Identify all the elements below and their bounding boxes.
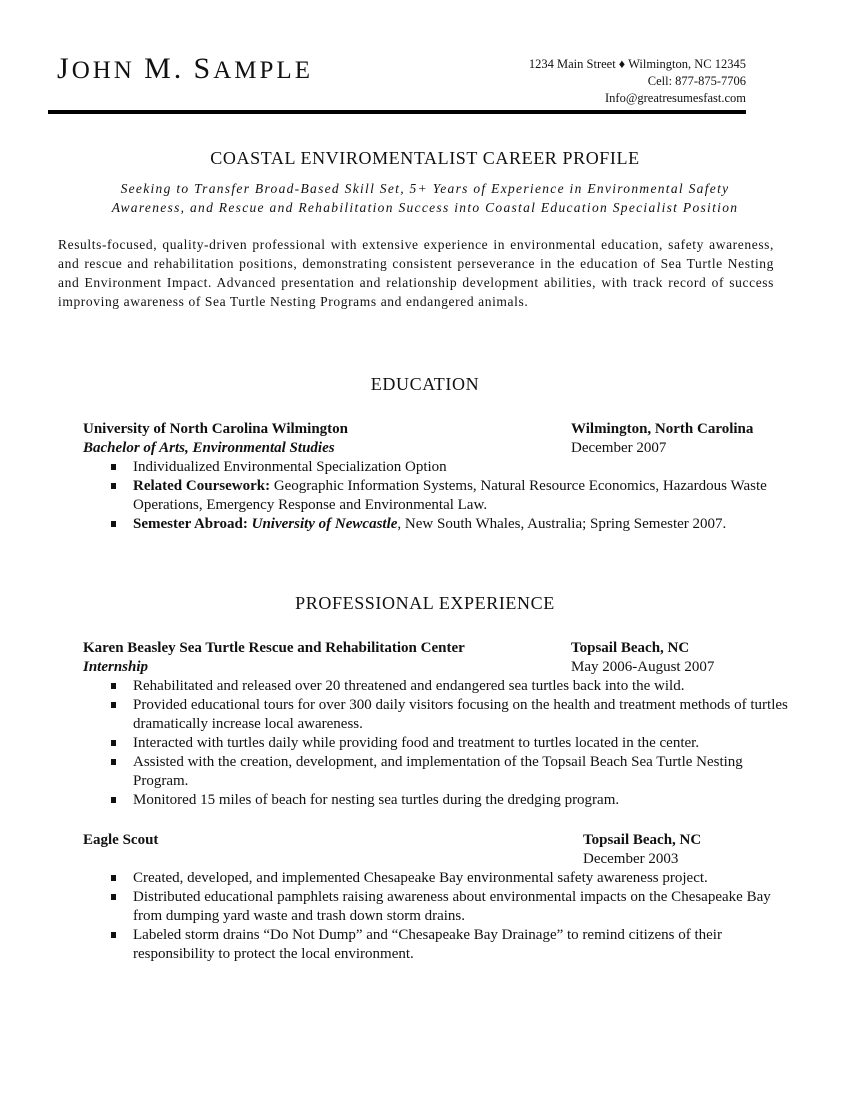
list-item: Provided educational tours for over 300 daily visitors focusing on the health and treatment methods of turtles dramatically increase local awareness.	[108, 696, 788, 734]
subtitle-line: Awareness, and Rescue and Rehabilitation Success into Coastal Education Specialist Position	[111, 199, 739, 215]
name-part: OHN	[71, 57, 135, 84]
list-item: Created, developed, and implemented Chesapeake Bay environmental safety awareness project.	[108, 869, 788, 888]
profile-heading: COASTAL ENVIROMENTALIST CAREER PROFILE	[210, 148, 640, 168]
job-bullets	[108, 677, 788, 810]
list-item: Rehabilitated and released over 20 threatened and endangered sea turtles back into the wild.	[108, 677, 788, 696]
name-initial: S	[193, 52, 214, 85]
school-location: Wilmington, North Carolina	[571, 421, 754, 437]
subtitle-line: Seeking to Transfer Broad-Based Skill Set, 5+ Years of Experience in Environmental Safety	[120, 181, 730, 196]
job-org: Karen Beasley Sea Turtle Rescue and Rehabilitation Center	[83, 640, 465, 656]
email: Info@greatresumesfast.com	[605, 91, 746, 105]
list-item: Interacted with turtles daily while providing food and treatment to turtles located in the center.	[108, 734, 788, 753]
name-initial: J	[57, 52, 72, 85]
job-org: Eagle Scout	[83, 832, 159, 848]
job-location: Topsail Beach, NC	[583, 832, 702, 848]
school-name: University of North Carolina Wilmington	[83, 421, 349, 437]
address: 1234 Main Street ♦ Wilmington, NC 12345	[528, 57, 746, 71]
name-middle: M.	[144, 52, 185, 85]
job-bullets	[108, 869, 788, 964]
bullet-text: , New South Whales, Australia; Spring Semester 2007.	[397, 516, 727, 532]
education-bullets	[108, 458, 788, 534]
bullet-institution: University of Newcastle	[247, 516, 398, 532]
list-item: Labeled storm drains “Do Not Dump” and “Chesapeake Bay Drainage” to remind citizens of their responsibility to protect the local environment.	[108, 926, 788, 964]
profile-subtitle	[40, 180, 810, 217]
job-location: Topsail Beach, NC	[571, 640, 690, 656]
degree: Bachelor of Arts, Environmental Studies	[83, 440, 335, 456]
experience-heading: PROFESSIONAL EXPERIENCE	[295, 593, 555, 613]
education-heading: EDUCATION	[370, 374, 480, 394]
header-divider	[48, 110, 746, 114]
bullet-text: Geographic Information Systems, Natural Resource Economics, Hazardous Waste Operations, Emergency Response and Environmental Law.	[133, 478, 767, 513]
name-part: AMPLE	[213, 57, 313, 84]
bullet-label: Related Coursework:	[133, 478, 271, 494]
list-item	[108, 458, 788, 477]
profile-summary: Results-focused, quality-driven professional with extensive experience in environmental education, safety awareness, and rescue and rehabilitation positions, demonstrating consistent perseverance in the education of Sea Turtle Nesting and Environment Impact. Advanced presentation and relationship development abilities, with track record of success improving awareness of Sea Turtle Nesting Programs and endangered animals.	[58, 237, 774, 309]
contact-block	[529, 56, 746, 107]
list-item	[108, 515, 788, 534]
list-item: Distributed educational pamphlets raising awareness about environmental impacts on the Chesapeake Bay from dumping yard waste and trash down storm drains.	[108, 888, 788, 926]
resume-name	[57, 52, 313, 86]
list-item: Monitored 15 miles of beach for nesting sea turtles during the dredging program.	[108, 791, 788, 810]
bullet-label: Semester Abroad:	[133, 516, 248, 532]
list-item: Assisted with the creation, development, and implementation of the Topsail Beach Sea Turtle Nesting Program.	[108, 753, 788, 791]
bullet-text: Individualized Environmental Specialization Option	[133, 459, 447, 475]
job-date: May 2006-August 2007	[571, 659, 715, 675]
phone: Cell: 877-875-7706	[647, 74, 746, 88]
job-role: Internship	[83, 659, 149, 675]
degree-date: December 2007	[571, 440, 667, 456]
list-item	[108, 477, 788, 515]
job-date: December 2003	[583, 851, 679, 867]
